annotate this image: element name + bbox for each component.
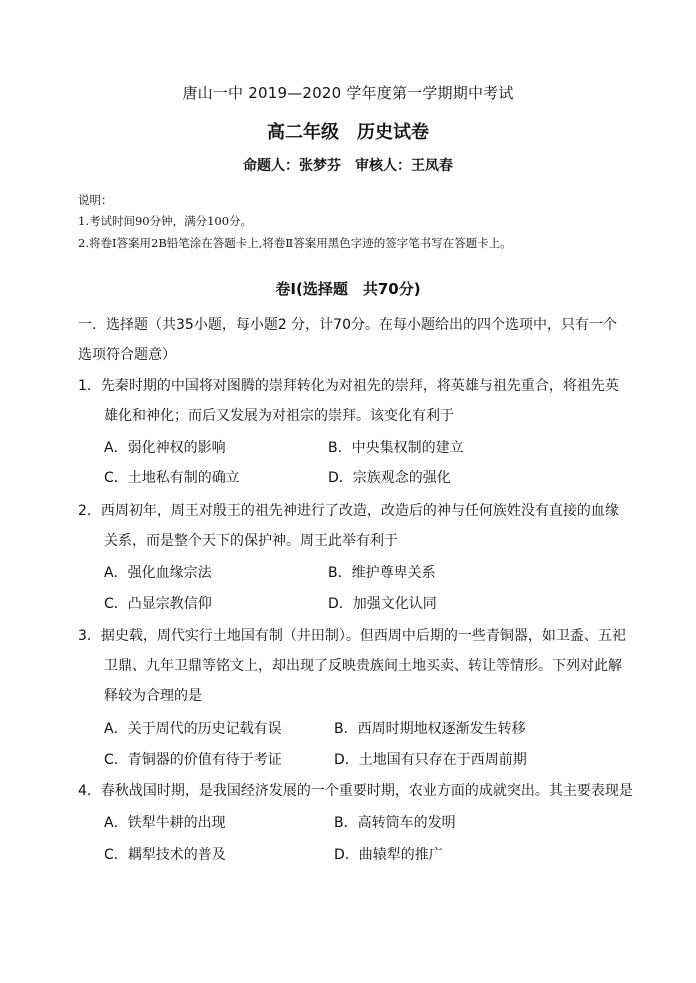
question-4-option-c: C．耦犁技术的普及 [104, 847, 226, 863]
section-intro-line-2: 选项符合题意） [78, 347, 176, 363]
question-3-option-b: B．西周时期地权逐渐发生转移 [334, 721, 526, 737]
question-3-option-c: C．青铜器的价值有待于考证 [104, 752, 282, 768]
question-1-line-2: 雄化和神化；而后又发展为对祖宗的崇拜。该变化有利于 [104, 408, 454, 424]
section-title: 卷Ⅰ(选择题 共70分) [275, 280, 421, 298]
question-2-option-a: A．强化血缘宗法 [104, 565, 212, 581]
question-2-line-1: 2．西周初年，周王对殷王的祖先神进行了改造，改造后的神与任何族姓没有直接的血缘 [78, 503, 619, 519]
question-1-option-c: C．土地私有制的确立 [104, 470, 240, 486]
note-item-2: 2.将卷Ⅰ答案用2B铅笔涂在答题卡上,将卷Ⅱ答案用黑色字迹的签字笔书写在答题卡上。 [78, 236, 512, 250]
exam-subtitle: 高二年级 历史试卷 [267, 122, 429, 143]
question-4-option-a: A．铁犁牛耕的出现 [104, 815, 226, 831]
question-2-option-d: D．加强文化认同 [328, 596, 437, 612]
question-1-option-b: B．中央集权制的建立 [328, 440, 464, 456]
note-item-1: 1.考试时间90分钟，满分100分。 [78, 214, 253, 228]
question-1-line-1: 1．先秦时期的中国将对图腾的崇拜转化为对祖先的崇拜，将英雄与祖先重合，将祖先英 [78, 378, 619, 394]
question-3-option-a: A．关于周代的历史记载有误 [104, 721, 282, 737]
question-2-option-b: B．维护尊卑关系 [328, 565, 436, 581]
question-3-option-d: D．土地国有只存在于西周前期 [334, 752, 527, 768]
question-4-option-b: B．高转筒车的发明 [334, 815, 456, 831]
notes-label: 说明： [78, 193, 113, 207]
question-3-line-1: 3．据史载，周代实行土地国有制（井田制）。但西周中后期的一些青铜器，如卫盉、五祀 [78, 628, 626, 644]
section-intro-line-1: 一．选择题（共35小题，每小题2 分，计70分。在每小题给出的四个选项中，只有一个 [78, 317, 617, 333]
question-4-line-1: 4．春秋战国时期，是我国经济发展的一个重要时期，农业方面的成就突出。其主要表现是 [78, 783, 633, 799]
question-4-option-d: D．曲辕犁的推广 [334, 847, 443, 863]
question-3-line-3: 释较为合理的是 [104, 688, 202, 704]
question-3-line-2: 卫鼎、九年卫鼎等铭文上，却出现了反映贵族间土地买卖、转让等情形。下列对此解 [104, 658, 622, 674]
question-2-line-2: 关系，而是整个天下的保护神。周王此举有利于 [104, 533, 398, 549]
question-2-option-c: C．凸显宗教信仰 [104, 596, 212, 612]
exam-authors: 命题人：张梦芬 审核人：王凤春 [243, 158, 453, 174]
question-1-option-a: A．弱化神权的影响 [104, 440, 226, 456]
exam-title: 唐山一中 2019—2020 学年度第一学期期中考试 [182, 84, 514, 102]
question-1-option-d: D．宗族观念的强化 [328, 470, 451, 486]
